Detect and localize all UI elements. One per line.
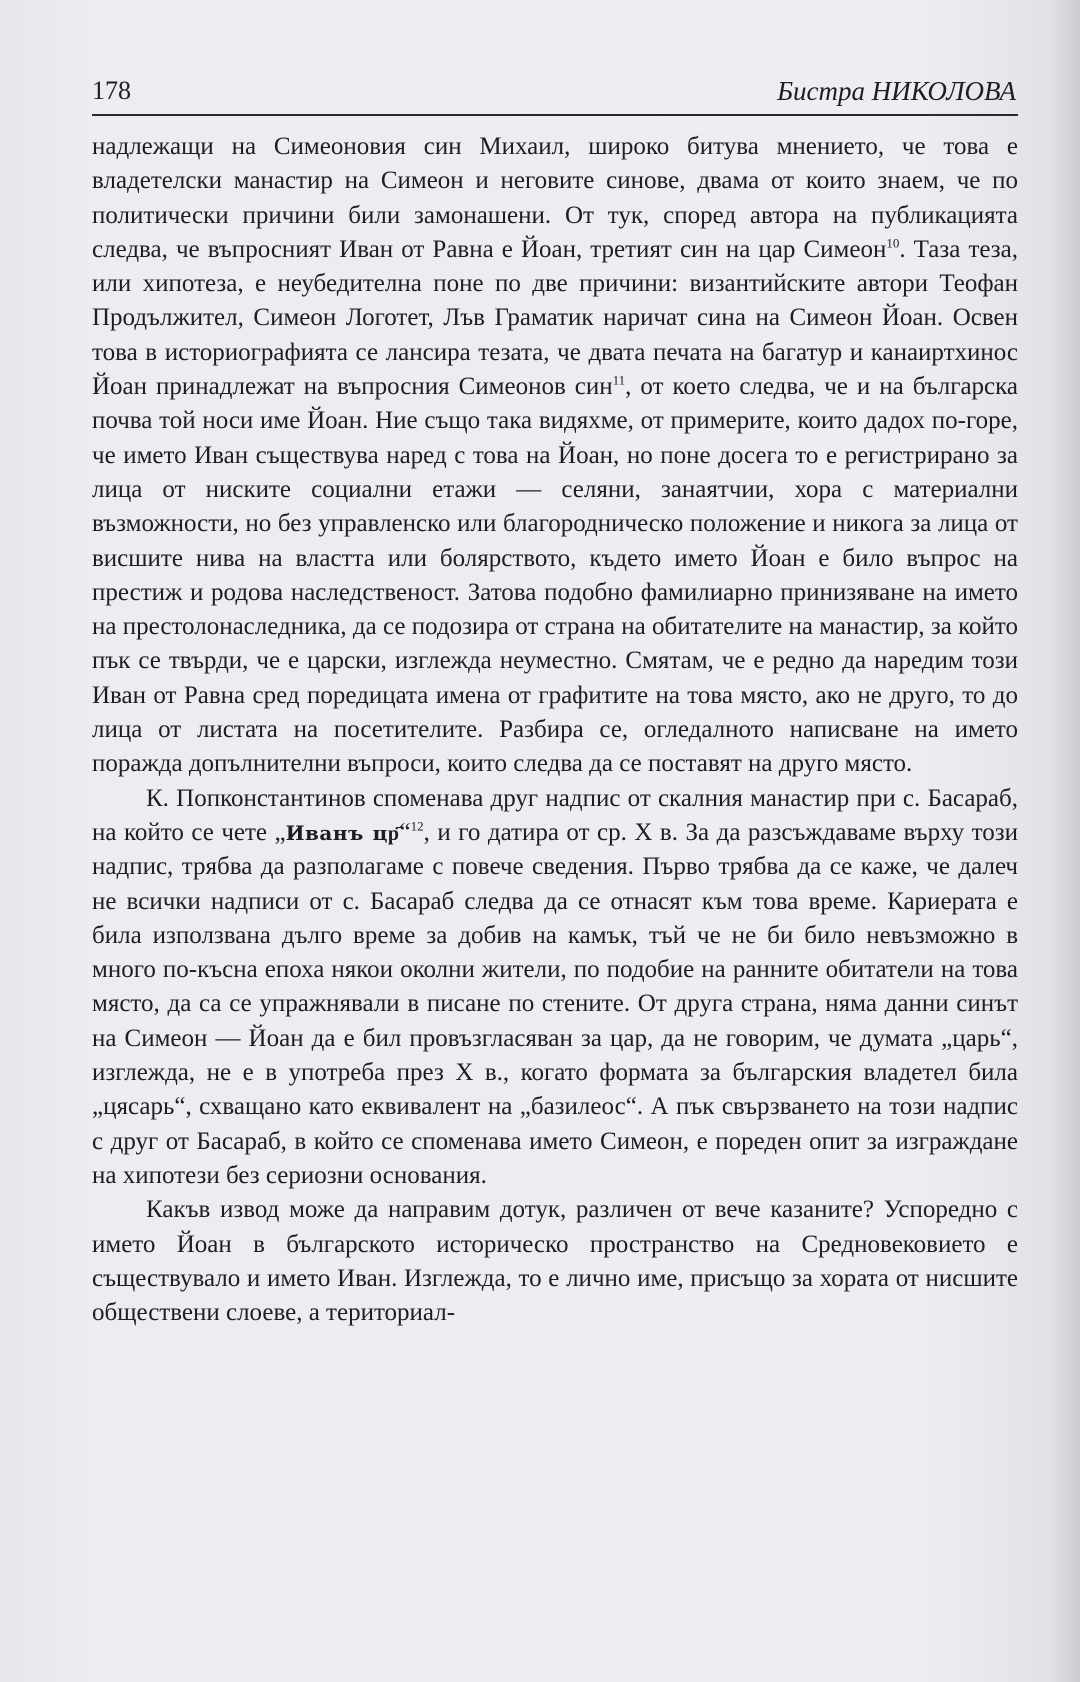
- page-header: [92, 76, 1016, 118]
- footnote-ref: 12: [410, 818, 424, 834]
- paragraph-1: надлежащи на Симеоновия син Михаил, широко битува мнението, че това е владетелски манастир на Симеон и неговите синове, двама от които знаем, че по политически причини били замонашени. От тук, според автора на публикацията следва, че въпросният Иван от Равна е Йоан, третият син на цар Симеон$^{10}$. Таза теза, или хипотеза, е неубедителна поне по две причини: византийските автори Теофан Продължител, Симеон Логотет, Лъв Граматик наричат сина на Симеон Йоан. Освен това в историографията се лансира тезата, че двата печата на багатур и канаиртхинос Йоан принадлежат на въпросния Симеонов син$^{11}$, от което следва, че и на българска почва той носи име Йоан. Ние също така видяхме, от примерите, които дадох по-горе, че името Иван съществува наред с това на Йоан, но поне досега то е регистрирано за лица от ниските социални етажи — селяни, занаятчии, хора с материални възможности, но без управленско или благородническо положение и никога за лица от висшите нива на властта или болярството, където името Йоан е било въпрос на престиж и родова наследственост. Затова подобно фамилиарно принизяване на името на престолонаследника, да се подозира от страна на обитателите на манастир, за който пък се твърди, че е царски, изглежда неуместно. Смятам, че е редно да наредим този Иван от Равна сред поредицата имена от графитите на това място, ако не друго, то до лица от листата на посетителите. Разбира се, огледалното написване на името поражда допълнителни въпроси, които следва да се поставят на друго място.: [92, 133, 1018, 778]
- page-number: 178: [92, 76, 131, 105]
- inscription-text: Иванъ цр҃: [285, 820, 400, 845]
- footnote-ref: 11: [612, 372, 626, 388]
- body-text: [92, 130, 1018, 1330]
- running-head-author: Бистра НИКОЛОВА: [777, 76, 1016, 106]
- paragraph-3: Какъв извод може да направим дотук, различен от вече казаните? Успоредно с името Йоан в българското историческо пространство на Средновековието е съществувало и името Иван. Изглежда, то е лично име, присъщо за хората от нисшите обществени слоеве, а териториал-: [92, 1196, 1018, 1327]
- footnote-ref: 10: [886, 235, 900, 251]
- header-rule: [92, 114, 1018, 116]
- page-edge-shadow: [1050, 0, 1080, 1682]
- paragraph-2: К. Попконстантинов споменава друг надпис от скалния манастир при с. Басараб, на който се чете „Иванъ цр҃“$^{12}$, и го датира от ср. Х в. За да разсъждаваме върху този надпис, трябва да разполагаме с повече сведения. Първо трябва да се каже, че далеч не всички надписи от с. Басараб следва да се отнасят към това време. Кариерата е била използвана дълго време за добив на камък, тъй че не би било невъзможно в много по-късна епоха някои околни жители, по подобие на ранните обитатели на това място, да са се упражнявали в писане по стените. От друга страна, няма данни синът на Симеон — Йоан да е бил провъзгласяван за цар, да не говорим, че думата „царь“, изглежда, не е в употреба през Х в., когато формата за българския владетел била „цясарь“, схващано като еквивалент на „базилеос“. А пък свързването на този надпис с друг от Басараб, в който се споменава името Симеон, е пореден опит за изграждане на хипотези без сериозни основания.: [92, 784, 1018, 1189]
